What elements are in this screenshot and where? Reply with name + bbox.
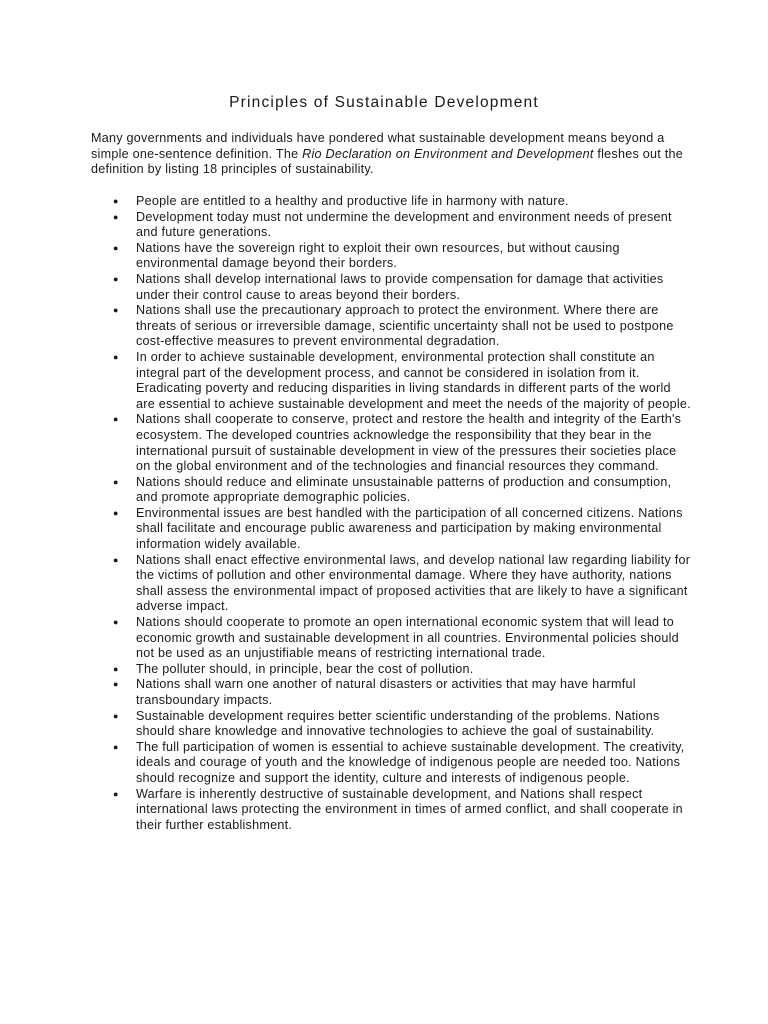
principle-item: [91, 615, 691, 662]
principle-text: Nations have the sovereign right to exploit their own resources, but without causing environmental damage beyond their borders.: [136, 240, 620, 271]
principle-text: Nations should reduce and eliminate unsustainable patterns of production and consumption, and promote appropriate demographic policies.: [136, 474, 672, 505]
principle-text: Nations shall enact effective environmental laws, and develop national law regarding liability for the victims of pollution and other environmental damage. Where they have authority, nations shall assess the environmental impact of proposed activities that are likely to have a significant adverse impact.: [136, 552, 691, 614]
principle-text: Nations shall develop international laws to provide compensation for damage that activities under their control cause to areas beyond their borders.: [136, 271, 664, 302]
intro-paragraph: [91, 131, 691, 178]
bullet-icon: ●: [113, 242, 119, 253]
principle-text: The polluter should, in principle, bear the cost of pollution.: [136, 661, 474, 676]
principle-item: [91, 506, 691, 553]
principle-text: Nations shall cooperate to conserve, protect and restore the health and integrity of the Earth's ecosystem. The developed countries acknowledge the responsibility that they bear in the international pursuit of sustainable development in view of the pressures their societies place on the global environment and of the technologies and financial resources they command.: [136, 412, 682, 474]
principle-item: [91, 662, 691, 678]
principle-item: [91, 709, 691, 740]
principle-item: [91, 677, 691, 708]
intro-text-end: fleshes out the definition by listing 18 principles of sustainability.: [91, 146, 684, 177]
principle-text: Nations shall warn one another of natural disasters or activities that may have harmful transboundary impacts.: [136, 677, 636, 707]
bullet-icon: ●: [113, 211, 119, 222]
principle-text: Development today must not undermine the development and environment needs of present and future generations.: [136, 209, 672, 240]
principle-item: [91, 194, 691, 210]
principle-item: [91, 412, 691, 474]
principle-item: [91, 350, 691, 412]
principle-text: Warfare is inherently destructive of sustainable development, and Nations shall respect international laws protecting the environment in times of armed conflict, and shall cooperate in their further establishment.: [136, 786, 683, 832]
principle-item: [91, 210, 691, 241]
bullet-icon: ●: [113, 554, 119, 565]
bullet-icon: ●: [113, 414, 119, 425]
principle-text: The full participation of women is essential to achieve sustainable development. The creativity, ideals and courage of youth and the knowledge of indigenous people are needed too. Nations should recognize and support the identity, culture and interests of indigenous people.: [136, 739, 685, 785]
principle-item: [91, 272, 691, 303]
principle-item: [91, 303, 691, 350]
bullet-icon: ●: [113, 617, 119, 628]
principle-text: Environmental issues are best handled with the participation of all concerned citizens. Nations shall facilitate and encourage public awareness and participation by making environmental information widely available.: [136, 505, 683, 552]
intro-emphasis: Rio Declaration on Environment and Development: [302, 146, 594, 161]
principle-text: Sustainable development requires better scientific understanding of the problems. Nations should share knowledge and innovative technologies to achieve the goal of sustainability.: [136, 708, 660, 739]
bullet-icon: ●: [113, 710, 119, 721]
principle-item: [91, 475, 691, 506]
principle-text: Nations should cooperate to promote an open international economic system that will lead to economic growth and sustainable development in all countries. Environmental policies should not be used as an unjustifiable means of restricting international trade.: [136, 615, 679, 661]
bullet-icon: ●: [113, 196, 119, 206]
principle-text: People are entitled to a healthy and productive life in harmony with nature.: [136, 194, 569, 208]
bullet-icon: ●: [113, 476, 119, 487]
principle-item: [91, 740, 691, 787]
bullet-icon: ●: [113, 663, 119, 674]
principle-item: [91, 241, 691, 272]
bullet-icon: ●: [113, 741, 119, 752]
principle-text: Nations shall use the precautionary approach to protect the environment. Where there are threats of serious or irreversible damage, scientific uncertainty shall not be used to postpone cost-effective measures to prevent environmental degradation.: [136, 303, 674, 349]
intro-text-start: Many governments and individuals have pondered what sustainable development means beyond a simple one-sentence definition. The: [91, 131, 665, 161]
principle-item: [91, 787, 691, 834]
principle-text: In order to achieve sustainable development, environmental protection shall constitute an integral part of the development process, and cannot be considered in isolation from it. Eradicating poverty and reducing disparities in living standards in different parts of the world are essential to achieve sustainable development and meet the needs of the majority of people.: [136, 349, 691, 411]
page-title: Principles of Sustainable Development: [229, 94, 539, 111]
principle-item: [91, 553, 691, 615]
bullet-icon: ●: [113, 788, 119, 799]
principles-list: [91, 194, 691, 833]
bullet-icon: ●: [113, 305, 119, 316]
bullet-icon: ●: [113, 351, 119, 362]
bullet-icon: ●: [113, 679, 119, 690]
bullet-icon: ●: [113, 273, 119, 284]
bullet-icon: ●: [113, 507, 119, 518]
